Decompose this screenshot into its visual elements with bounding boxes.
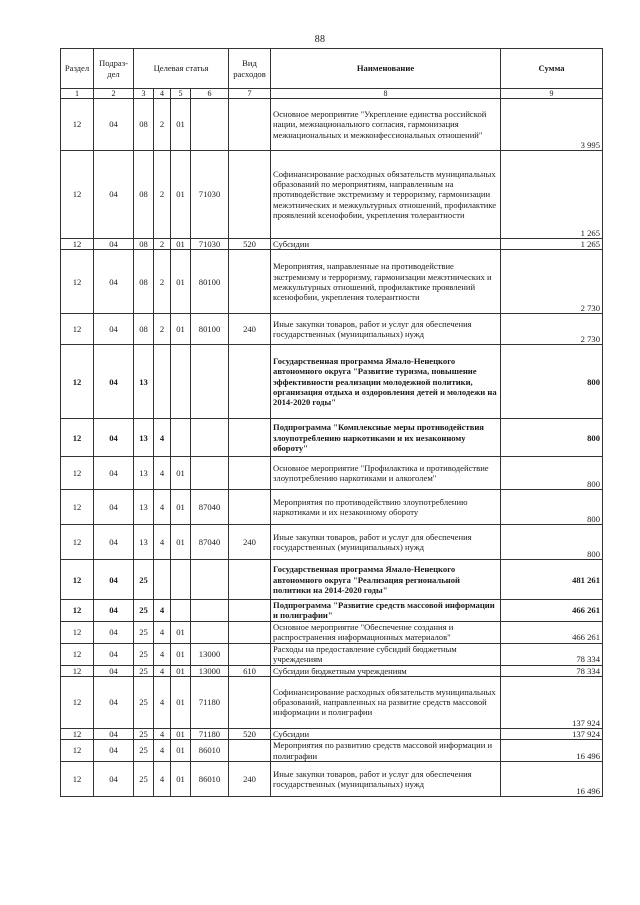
code-cell-col4: 4 xyxy=(154,665,171,676)
code-cell-col4: 4 xyxy=(154,457,171,490)
code-cell-col6: 71180 xyxy=(191,676,229,728)
code-cell-col4 xyxy=(154,560,171,600)
row-sum: 16 496 xyxy=(501,762,603,797)
code-cell-col6 xyxy=(191,621,229,643)
column-number: 1 xyxy=(61,89,94,99)
code-cell-col6 xyxy=(191,419,229,457)
code-cell-col2: 04 xyxy=(94,345,134,419)
table-row xyxy=(61,665,603,676)
table-body xyxy=(61,99,603,797)
code-cell-col6 xyxy=(191,457,229,490)
code-cell-col4: 2 xyxy=(154,151,171,239)
code-cell-col6 xyxy=(191,99,229,151)
code-cell-col1: 12 xyxy=(61,643,94,665)
code-cell-col2: 04 xyxy=(94,621,134,643)
table-row xyxy=(61,621,603,643)
header-subsection: Подраз-дел xyxy=(94,49,134,89)
code-cell-col2: 04 xyxy=(94,99,134,151)
code-cell-col2: 04 xyxy=(94,419,134,457)
code-cell-col5: 01 xyxy=(171,762,191,797)
row-sum: 78 334 xyxy=(501,643,603,665)
code-cell-col7: 520 xyxy=(229,728,271,739)
code-cell-col3: 25 xyxy=(134,600,154,621)
code-cell-col1: 12 xyxy=(61,419,94,457)
row-name: Подпрограмма "Развитие средств массовой информации и полиграфии" xyxy=(271,600,501,621)
row-sum: 2 730 xyxy=(501,314,603,345)
code-cell-col2: 04 xyxy=(94,250,134,314)
code-cell-col2: 04 xyxy=(94,560,134,600)
code-cell-col7 xyxy=(229,676,271,728)
column-number: 4 xyxy=(154,89,171,99)
column-number: 6 xyxy=(191,89,229,99)
table-row xyxy=(61,643,603,665)
code-cell-col7 xyxy=(229,740,271,762)
code-cell-col7 xyxy=(229,600,271,621)
row-name: Иные закупки товаров, работ и услуг для обеспечения государственных (муниципальных) нужд xyxy=(271,525,501,560)
code-cell-col4: 2 xyxy=(154,250,171,314)
code-cell-col1: 12 xyxy=(61,600,94,621)
table-header-row xyxy=(61,49,603,89)
code-cell-col2: 04 xyxy=(94,239,134,250)
code-cell-col7: 610 xyxy=(229,665,271,676)
code-cell-col3: 08 xyxy=(134,314,154,345)
row-sum: 78 334 xyxy=(501,665,603,676)
code-cell-col3: 25 xyxy=(134,665,154,676)
table-row xyxy=(61,762,603,797)
column-number: 2 xyxy=(94,89,134,99)
code-cell-col4: 4 xyxy=(154,676,171,728)
row-sum: 800 xyxy=(501,525,603,560)
code-cell-col6: 87040 xyxy=(191,525,229,560)
code-cell-col1: 12 xyxy=(61,525,94,560)
code-cell-col1: 12 xyxy=(61,345,94,419)
row-sum: 800 xyxy=(501,345,603,419)
column-number: 7 xyxy=(229,89,271,99)
code-cell-col4: 2 xyxy=(154,99,171,151)
code-cell-col7 xyxy=(229,345,271,419)
code-cell-col6: 71030 xyxy=(191,151,229,239)
table-row xyxy=(61,314,603,345)
code-cell-col4: 4 xyxy=(154,728,171,739)
code-cell-col5: 01 xyxy=(171,99,191,151)
code-cell-col1: 12 xyxy=(61,740,94,762)
code-cell-col4: 4 xyxy=(154,762,171,797)
row-sum: 800 xyxy=(501,457,603,490)
code-cell-col3: 25 xyxy=(134,560,154,600)
code-cell-col6: 71180 xyxy=(191,728,229,739)
table-row xyxy=(61,600,603,621)
table-row xyxy=(61,676,603,728)
row-name: Иные закупки товаров, работ и услуг для обеспечения государственных (муниципальных) нужд xyxy=(271,314,501,345)
row-name: Мероприятия по развитию средств массовой информации и полиграфии xyxy=(271,740,501,762)
row-name: Основное мероприятие "Укрепление единства российской нации, межнационального согласия, гармонизация межнациональных и межконфессиональных отношений" xyxy=(271,99,501,151)
row-name: Иные закупки товаров, работ и услуг для обеспечения государственных (муниципальных) нужд xyxy=(271,762,501,797)
code-cell-col7: 520 xyxy=(229,239,271,250)
row-name: Субсидии xyxy=(271,728,501,739)
code-cell-col2: 04 xyxy=(94,314,134,345)
code-cell-col5: 01 xyxy=(171,314,191,345)
code-cell-col3: 25 xyxy=(134,728,154,739)
code-cell-col2: 04 xyxy=(94,457,134,490)
row-sum: 1 265 xyxy=(501,239,603,250)
code-cell-col6 xyxy=(191,560,229,600)
code-cell-col4: 4 xyxy=(154,621,171,643)
code-cell-col6: 71030 xyxy=(191,239,229,250)
table-row xyxy=(61,419,603,457)
code-cell-col1: 12 xyxy=(61,250,94,314)
code-cell-col5: 01 xyxy=(171,239,191,250)
code-cell-col4: 4 xyxy=(154,525,171,560)
code-cell-col3: 13 xyxy=(134,490,154,525)
code-cell-col7 xyxy=(229,457,271,490)
code-cell-col3: 25 xyxy=(134,740,154,762)
table-row xyxy=(61,250,603,314)
row-sum: 137 924 xyxy=(501,676,603,728)
budget-table xyxy=(60,48,603,797)
code-cell-col5 xyxy=(171,600,191,621)
code-cell-col6 xyxy=(191,600,229,621)
table-row xyxy=(61,740,603,762)
code-cell-col1: 12 xyxy=(61,676,94,728)
table-row xyxy=(61,99,603,151)
code-cell-col4: 4 xyxy=(154,643,171,665)
row-sum: 466 261 xyxy=(501,621,603,643)
column-number: 3 xyxy=(134,89,154,99)
code-cell-col3: 25 xyxy=(134,676,154,728)
code-cell-col1: 12 xyxy=(61,560,94,600)
code-cell-col7 xyxy=(229,151,271,239)
code-cell-col3: 08 xyxy=(134,99,154,151)
column-number-row xyxy=(61,89,603,99)
code-cell-col5: 01 xyxy=(171,676,191,728)
code-cell-col6: 80100 xyxy=(191,250,229,314)
code-cell-col1: 12 xyxy=(61,99,94,151)
code-cell-col4: 2 xyxy=(154,314,171,345)
row-sum: 16 496 xyxy=(501,740,603,762)
code-cell-col2: 04 xyxy=(94,600,134,621)
code-cell-col2: 04 xyxy=(94,490,134,525)
code-cell-col1: 12 xyxy=(61,762,94,797)
code-cell-col5: 01 xyxy=(171,643,191,665)
column-number: 9 xyxy=(501,89,603,99)
code-cell-col3: 25 xyxy=(134,621,154,643)
code-cell-col1: 12 xyxy=(61,728,94,739)
code-cell-col6: 80100 xyxy=(191,314,229,345)
code-cell-col5: 01 xyxy=(171,525,191,560)
code-cell-col2: 04 xyxy=(94,740,134,762)
row-sum: 137 924 xyxy=(501,728,603,739)
code-cell-col7 xyxy=(229,99,271,151)
code-cell-col3: 08 xyxy=(134,250,154,314)
header-name: Наименование xyxy=(271,49,501,89)
code-cell-col7 xyxy=(229,560,271,600)
table-row xyxy=(61,151,603,239)
code-cell-col1: 12 xyxy=(61,239,94,250)
code-cell-col3: 25 xyxy=(134,643,154,665)
code-cell-col3: 08 xyxy=(134,239,154,250)
code-cell-col2: 04 xyxy=(94,525,134,560)
code-cell-col2: 04 xyxy=(94,762,134,797)
code-cell-col5: 01 xyxy=(171,621,191,643)
code-cell-col5: 01 xyxy=(171,740,191,762)
code-cell-col5 xyxy=(171,419,191,457)
code-cell-col6: 13000 xyxy=(191,643,229,665)
row-sum: 1 265 xyxy=(501,151,603,239)
header-sum: Сумма xyxy=(501,49,603,89)
code-cell-col7 xyxy=(229,643,271,665)
code-cell-col1: 12 xyxy=(61,457,94,490)
code-cell-col7: 240 xyxy=(229,314,271,345)
table-row xyxy=(61,345,603,419)
row-name: Мероприятия по противодействию злоупотреблению наркотиками и их незаконному обороту xyxy=(271,490,501,525)
table-row xyxy=(61,728,603,739)
code-cell-col7 xyxy=(229,250,271,314)
code-cell-col7 xyxy=(229,419,271,457)
code-cell-col5: 01 xyxy=(171,490,191,525)
code-cell-col6: 86010 xyxy=(191,740,229,762)
code-cell-col2: 04 xyxy=(94,665,134,676)
row-name: Софинансирование расходных обязательств муниципальных образований по мероприятиям, направленным на противодействие экстремизму и терроризму, гармонизации межэтнических и межкультурных отношений, профилактике проявлений ксенофобии, укрепления толерантности xyxy=(271,151,501,239)
code-cell-col5: 01 xyxy=(171,151,191,239)
page-number: 88 xyxy=(314,34,326,45)
code-cell-col1: 12 xyxy=(61,621,94,643)
code-cell-col6: 13000 xyxy=(191,665,229,676)
code-cell-col1: 12 xyxy=(61,314,94,345)
code-cell-col5: 01 xyxy=(171,728,191,739)
code-cell-col5 xyxy=(171,345,191,419)
code-cell-col2: 04 xyxy=(94,643,134,665)
code-cell-col4: 4 xyxy=(154,419,171,457)
code-cell-col1: 12 xyxy=(61,490,94,525)
column-number: 8 xyxy=(271,89,501,99)
code-cell-col3: 08 xyxy=(134,151,154,239)
code-cell-col2: 04 xyxy=(94,728,134,739)
header-expense-type: Вид расходов xyxy=(229,49,271,89)
code-cell-col3: 13 xyxy=(134,419,154,457)
code-cell-col2: 04 xyxy=(94,151,134,239)
code-cell-col5: 01 xyxy=(171,457,191,490)
row-sum: 800 xyxy=(501,490,603,525)
row-name: Мероприятия, направленные на противодействие экстремизму и терроризму, гармонизации межэтнических и межкультурных отношений, профилактике проявлений ксенофобии, укрепления толерантности xyxy=(271,250,501,314)
table-row xyxy=(61,457,603,490)
row-sum: 2 730 xyxy=(501,250,603,314)
code-cell-col4: 2 xyxy=(154,239,171,250)
row-name: Субсидии xyxy=(271,239,501,250)
column-number: 5 xyxy=(171,89,191,99)
row-name: Государственная программа Ямало-Ненецкого автономного округа "Развитие туризма, повышение эффективности реализации молодежной политики, организация отдыха и оздоровления детей и молодежи на 2014-2020 годы" xyxy=(271,345,501,419)
code-cell-col2: 04 xyxy=(94,676,134,728)
table-row xyxy=(61,490,603,525)
header-target-article: Целевая статья xyxy=(134,49,229,89)
code-cell-col4: 4 xyxy=(154,490,171,525)
code-cell-col1: 12 xyxy=(61,151,94,239)
code-cell-col4: 4 xyxy=(154,740,171,762)
code-cell-col7 xyxy=(229,621,271,643)
code-cell-col7: 240 xyxy=(229,525,271,560)
header-section: Раздел xyxy=(61,49,94,89)
code-cell-col3: 13 xyxy=(134,457,154,490)
code-cell-col3: 13 xyxy=(134,525,154,560)
table-row xyxy=(61,560,603,600)
code-cell-col3: 25 xyxy=(134,762,154,797)
code-cell-col7: 240 xyxy=(229,762,271,797)
code-cell-col6 xyxy=(191,345,229,419)
code-cell-col3: 13 xyxy=(134,345,154,419)
row-name: Основное мероприятие "Обеспечение создания и распространения информационных материалов" xyxy=(271,621,501,643)
row-name: Подпрограмма "Комплексные меры противодействия злоупотреблению наркотиками и их незаконному обороту" xyxy=(271,419,501,457)
row-name: Субсидии бюджетным учреждениям xyxy=(271,665,501,676)
code-cell-col7 xyxy=(229,490,271,525)
row-name: Государственная программа Ямало-Ненецкого автономного округа "Реализация региональной политики на 2014-2020 годы" xyxy=(271,560,501,600)
code-cell-col5: 01 xyxy=(171,250,191,314)
code-cell-col6: 86010 xyxy=(191,762,229,797)
code-cell-col5 xyxy=(171,560,191,600)
row-sum: 3 995 xyxy=(501,99,603,151)
table-row xyxy=(61,239,603,250)
row-sum: 800 xyxy=(501,419,603,457)
code-cell-col1: 12 xyxy=(61,665,94,676)
code-cell-col5: 01 xyxy=(171,665,191,676)
row-name: Основное мероприятие "Профилактика и противодействие злоупотреблению наркотиками и алкоголем" xyxy=(271,457,501,490)
table-row xyxy=(61,525,603,560)
row-sum: 466 261 xyxy=(501,600,603,621)
row-name: Расходы на предоставление субсидий бюджетным учреждениям xyxy=(271,643,501,665)
row-name: Софинансирование расходных обязательств муниципальных образований, направленных на развитие средств массовой информации и полиграфии xyxy=(271,676,501,728)
code-cell-col4 xyxy=(154,345,171,419)
code-cell-col4: 4 xyxy=(154,600,171,621)
code-cell-col6: 87040 xyxy=(191,490,229,525)
row-sum: 481 261 xyxy=(501,560,603,600)
